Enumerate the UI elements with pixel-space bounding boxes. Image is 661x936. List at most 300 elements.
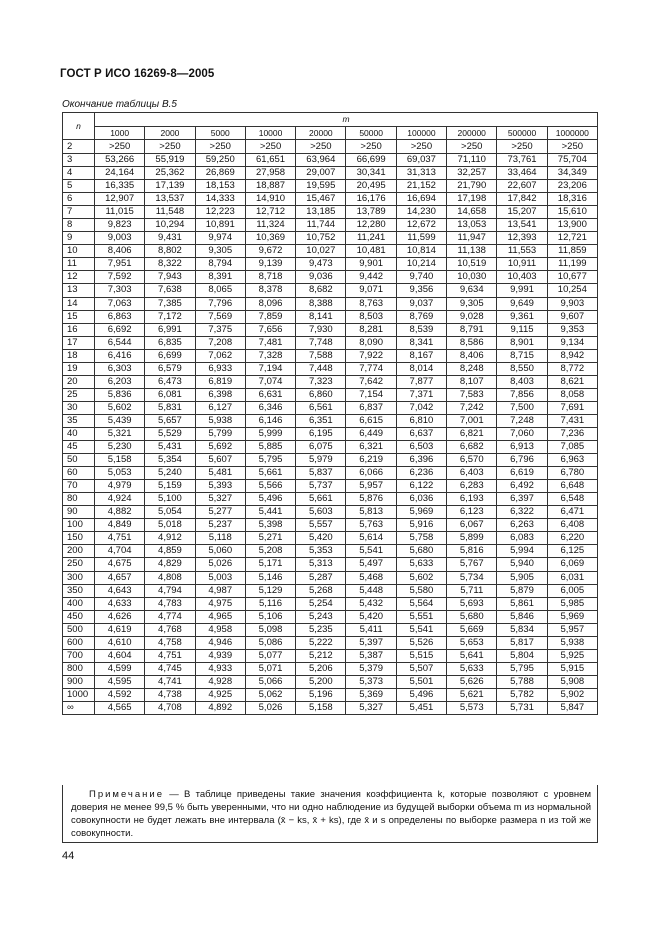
table-cell: 6,069 [547, 558, 597, 571]
table-cell: 5,795 [245, 454, 295, 467]
table-cell: 5,118 [195, 532, 245, 545]
table-cell: 6,220 [547, 532, 597, 545]
table-cell: 4,626 [95, 610, 145, 623]
table-cell: 6,303 [95, 362, 145, 375]
table-row [63, 219, 598, 232]
table-cell: 16,694 [396, 193, 446, 206]
table-cell: 5,816 [447, 545, 497, 558]
table-row [63, 310, 598, 323]
table-cell: 7,642 [346, 375, 396, 388]
table-cell: 8,014 [396, 362, 446, 375]
row-n-cell: 7 [63, 206, 95, 219]
row-n-cell: 35 [63, 414, 95, 427]
table-cell: 5,287 [296, 571, 346, 584]
table-cell: 4,741 [145, 675, 195, 688]
m-column-header: 200000 [447, 127, 497, 140]
table-cell: 6,648 [547, 480, 597, 493]
table-cell: 7,060 [497, 427, 547, 440]
table-cell: 5,468 [346, 571, 396, 584]
table-cell: 5,551 [396, 610, 446, 623]
row-n-cell: 8 [63, 219, 95, 232]
table-row [63, 467, 598, 480]
table-cell: 4,751 [95, 532, 145, 545]
row-n-cell: 200 [63, 545, 95, 558]
table-cell: 4,794 [145, 584, 195, 597]
table-cell: 7,323 [296, 375, 346, 388]
table-cell: 4,768 [145, 623, 195, 636]
table-cell: 6,123 [447, 506, 497, 519]
table-cell: 10,911 [497, 258, 547, 271]
table-cell: 5,106 [245, 610, 295, 623]
table-cell: 5,861 [497, 597, 547, 610]
row-n-cell: 25 [63, 388, 95, 401]
table-cell: 9,036 [296, 271, 346, 284]
table-cell: 6,796 [497, 454, 547, 467]
table-cell: 10,891 [195, 219, 245, 232]
table-cell: 5,817 [497, 636, 547, 649]
table-cell: 5,940 [497, 558, 547, 571]
table-cell: 5,327 [346, 701, 396, 714]
table-cell: 5,420 [346, 610, 396, 623]
table-cell: 10,027 [296, 245, 346, 258]
table-cell: 8,378 [245, 284, 295, 297]
table-cell: 4,849 [95, 519, 145, 532]
table-cell: 6,203 [95, 375, 145, 388]
table-row [63, 401, 598, 414]
table-cell: 4,933 [195, 662, 245, 675]
table-cell: 19,595 [296, 180, 346, 193]
table-cell: 7,583 [447, 388, 497, 401]
table-cell: 10,369 [245, 232, 295, 245]
table-row [63, 297, 598, 310]
table-cell: 4,924 [95, 493, 145, 506]
table-cell: 5,813 [346, 506, 396, 519]
table-cell: 10,403 [497, 271, 547, 284]
table-cell: 4,774 [145, 610, 195, 623]
table-cell: 5,237 [195, 519, 245, 532]
table-cell: 8,141 [296, 310, 346, 323]
table-cell: 5,397 [346, 636, 396, 649]
table-cell: 8,550 [497, 362, 547, 375]
table-cell: 5,243 [296, 610, 346, 623]
table-cell: 9,740 [396, 271, 446, 284]
row-n-cell: 17 [63, 336, 95, 349]
table-cell: 11,947 [447, 232, 497, 245]
table-cell: 5,432 [346, 597, 396, 610]
table-cell: 5,060 [195, 545, 245, 558]
table-cell: 8,281 [346, 323, 396, 336]
table-cell: 6,619 [497, 467, 547, 480]
table-row [63, 519, 598, 532]
table-row [63, 349, 598, 362]
table-cell: 5,938 [195, 414, 245, 427]
table-cell: 5,795 [497, 662, 547, 675]
table-cell: 30,341 [346, 167, 396, 180]
table-cell: 8,586 [447, 336, 497, 349]
table-cell: 6,236 [396, 467, 446, 480]
table-cell: 5,680 [447, 610, 497, 623]
table-cell: 4,975 [195, 597, 245, 610]
table-cell: 6,195 [296, 427, 346, 440]
table-row [63, 623, 598, 636]
m-column-header: 1000 [95, 127, 145, 140]
table-cell: 13,185 [296, 206, 346, 219]
table-caption: Окончание таблицы В.5 [62, 99, 177, 110]
table-cell: 4,599 [95, 662, 145, 675]
table-cell: 5,321 [95, 427, 145, 440]
table-cell: 5,200 [296, 675, 346, 688]
table-cell: 5,804 [497, 649, 547, 662]
table-cell: 4,751 [145, 649, 195, 662]
table-row [63, 545, 598, 558]
table-cell: 8,718 [245, 271, 295, 284]
table-cell: 11,553 [497, 245, 547, 258]
table-cell: 6,699 [145, 349, 195, 362]
table-row [63, 362, 598, 375]
table-cell: 5,603 [296, 506, 346, 519]
table-cell: 14,230 [396, 206, 446, 219]
table-cell: 6,637 [396, 427, 446, 440]
table-cell: 10,294 [145, 219, 195, 232]
table-row [63, 414, 598, 427]
table-cell: 7,638 [145, 284, 195, 297]
table-cell: 6,397 [497, 493, 547, 506]
table-cell: 4,758 [145, 636, 195, 649]
table-cell: 5,379 [346, 662, 396, 675]
table-cell: 9,991 [497, 284, 547, 297]
table-row [63, 140, 598, 154]
table-cell: 7,194 [245, 362, 295, 375]
table-cell: 5,327 [195, 493, 245, 506]
table-cell: 9,305 [195, 245, 245, 258]
row-n-cell: 4 [63, 167, 95, 180]
table-cell: 7,748 [296, 336, 346, 349]
table-cell: 7,448 [296, 362, 346, 375]
table-cell: 5,313 [296, 558, 346, 571]
row-n-cell: 15 [63, 310, 95, 323]
table-cell: 9,903 [547, 297, 597, 310]
table-cell: 11,324 [245, 219, 295, 232]
table-cell: 8,621 [547, 375, 597, 388]
table-row [63, 375, 598, 388]
table-cell: 4,939 [195, 649, 245, 662]
table-cell: 5,448 [346, 584, 396, 597]
table-cell: 34,349 [547, 167, 597, 180]
table-cell: 13,900 [547, 219, 597, 232]
table-cell: 5,541 [396, 623, 446, 636]
table-cell: 5,885 [245, 441, 295, 454]
table-cell: 4,928 [195, 675, 245, 688]
table-cell: 6,819 [195, 375, 245, 388]
table-cell: 9,028 [447, 310, 497, 323]
table-cell: 8,090 [346, 336, 396, 349]
table-cell: 10,481 [346, 245, 396, 258]
table-cell: 5,837 [296, 467, 346, 480]
table-body [63, 140, 598, 715]
table-cell: 4,657 [95, 571, 145, 584]
table-cell: 17,139 [145, 180, 195, 193]
row-n-cell: 10 [63, 245, 95, 258]
row-n-cell: 450 [63, 610, 95, 623]
table-cell: 5,235 [296, 623, 346, 636]
table-cell: 5,905 [497, 571, 547, 584]
table-cell: 7,248 [497, 414, 547, 427]
m-values-header-row [63, 127, 598, 140]
table-cell: 5,277 [195, 506, 245, 519]
table-cell: 5,763 [346, 519, 396, 532]
table-cell: 5,680 [396, 545, 446, 558]
table-cell: 6,692 [95, 323, 145, 336]
table-row [63, 584, 598, 597]
table-cell: 8,107 [447, 375, 497, 388]
table-cell: 5,876 [346, 493, 396, 506]
table-cell: 5,969 [547, 610, 597, 623]
table-cell: 4,704 [95, 545, 145, 558]
table-row [63, 649, 598, 662]
table-cell: 4,643 [95, 584, 145, 597]
table-cell: 5,212 [296, 649, 346, 662]
table-cell: 20,495 [346, 180, 396, 193]
row-n-cell: 2 [63, 140, 95, 154]
table-cell: 5,957 [547, 623, 597, 636]
table-cell: 7,588 [296, 349, 346, 362]
table-cell: 5,902 [547, 688, 597, 701]
row-n-cell: 13 [63, 284, 95, 297]
table-cell: 5,621 [447, 688, 497, 701]
table-cell: 22,607 [497, 180, 547, 193]
table-cell: 8,065 [195, 284, 245, 297]
table-cell: 5,799 [195, 427, 245, 440]
table-cell: 6,036 [396, 493, 446, 506]
table-cell: 6,682 [447, 441, 497, 454]
table-cell: 6,263 [497, 519, 547, 532]
table-cell: 5,985 [547, 597, 597, 610]
table-row [63, 454, 598, 467]
table-cell: 6,863 [95, 310, 145, 323]
table-cell: 6,810 [396, 414, 446, 427]
table-cell: 10,814 [396, 245, 446, 258]
table-cell: 7,691 [547, 401, 597, 414]
table-cell: 10,519 [447, 258, 497, 271]
table-cell: 5,633 [396, 558, 446, 571]
table-cell: 4,633 [95, 597, 145, 610]
table-cell: 8,682 [296, 284, 346, 297]
table-cell: 6,066 [346, 467, 396, 480]
row-n-cell: 100 [63, 519, 95, 532]
table-cell: 6,083 [497, 532, 547, 545]
table-cell: 7,930 [296, 323, 346, 336]
table-cell: 5,731 [497, 701, 547, 714]
table-cell: 9,071 [346, 284, 396, 297]
table-cell: 5,938 [547, 636, 597, 649]
table-cell: 7,236 [547, 427, 597, 440]
row-n-cell: ∞ [63, 701, 95, 714]
table-cell: 5,899 [447, 532, 497, 545]
m-column-header: 20000 [296, 127, 346, 140]
table-cell: 12,672 [396, 219, 446, 232]
table-cell: 4,912 [145, 532, 195, 545]
table-cell: 6,396 [396, 454, 446, 467]
table-cell: 7,943 [145, 271, 195, 284]
table-cell: 5,999 [245, 427, 295, 440]
table-cell: 12,280 [346, 219, 396, 232]
m-column-header: 1000000 [547, 127, 597, 140]
table-cell: 10,030 [447, 271, 497, 284]
table-cell: 4,619 [95, 623, 145, 636]
table-cell: 11,199 [547, 258, 597, 271]
table-cell: 7,951 [95, 258, 145, 271]
table-row [63, 558, 598, 571]
table-cell: 4,882 [95, 506, 145, 519]
table-cell: 8,794 [195, 258, 245, 271]
row-n-cell: 80 [63, 493, 95, 506]
table-cell: 5,566 [245, 480, 295, 493]
table-cell: 5,573 [447, 701, 497, 714]
table-cell: 4,925 [195, 688, 245, 701]
table-cell: 7,375 [195, 323, 245, 336]
table-cell: 5,353 [296, 545, 346, 558]
table-cell: 5,969 [396, 506, 446, 519]
table-cell: 7,242 [447, 401, 497, 414]
table-cell: >250 [95, 140, 145, 154]
m-column-header: 5000 [195, 127, 245, 140]
table-cell: 16,176 [346, 193, 396, 206]
row-n-cell: 5 [63, 180, 95, 193]
table-cell: 17,842 [497, 193, 547, 206]
table-cell: 8,769 [396, 310, 446, 323]
row-n-cell: 1000 [63, 688, 95, 701]
table-cell: 9,305 [447, 297, 497, 310]
table-cell: 11,599 [396, 232, 446, 245]
table-cell: 5,614 [346, 532, 396, 545]
table-cell: 11,744 [296, 219, 346, 232]
note-text: — В таблице приведены такие значения коэффициента k, которые позволяют с уровнем доверия не менее 99,5 % быть уверенными, что ни одно наблюдение из будущей выборки объема m из нормальной совокупности не будет лежать вне интервала (x̄ − ks, x̄ + ks), где x̄ и s определены по выборке размера n из той же совокупности. [71, 789, 591, 839]
row-n-cell: 150 [63, 532, 95, 545]
table-cell: 21,152 [396, 180, 446, 193]
note-label: Примечание [89, 789, 164, 800]
table-row [63, 180, 598, 193]
table-cell: 5,979 [296, 454, 346, 467]
row-n-cell: 600 [63, 636, 95, 649]
table-cell: 31,313 [396, 167, 446, 180]
row-n-cell: 45 [63, 441, 95, 454]
table-cell: 6,860 [296, 388, 346, 401]
table-cell: 6,283 [447, 480, 497, 493]
table-cell: 4,958 [195, 623, 245, 636]
table-cell: 5,831 [145, 401, 195, 414]
table-cell: 5,669 [447, 623, 497, 636]
table-row [63, 258, 598, 271]
table-cell: 9,473 [296, 258, 346, 271]
table-cell: 12,393 [497, 232, 547, 245]
table-cell: 6,570 [447, 454, 497, 467]
table-cell: 5,086 [245, 636, 295, 649]
table-cell: 6,548 [547, 493, 597, 506]
m-column-header: 10000 [245, 127, 295, 140]
table-cell: 9,607 [547, 310, 597, 323]
table-cell: >250 [396, 140, 446, 154]
table-cell: 5,657 [145, 414, 195, 427]
table-cell: 9,037 [396, 297, 446, 310]
table-cell: 9,901 [346, 258, 396, 271]
table-row [63, 232, 598, 245]
table-cell: 5,834 [497, 623, 547, 636]
table-cell: 7,001 [447, 414, 497, 427]
row-n-cell: 300 [63, 571, 95, 584]
table-cell: 9,139 [245, 258, 295, 271]
table-cell: >250 [346, 140, 396, 154]
table-row [63, 636, 598, 649]
table-cell: 5,602 [95, 401, 145, 414]
table-cell: 4,987 [195, 584, 245, 597]
table-row [63, 493, 598, 506]
table-row [63, 167, 598, 180]
table-cell: >250 [195, 140, 245, 154]
table-cell: 14,910 [245, 193, 295, 206]
table-cell: 5,159 [145, 480, 195, 493]
table-cell: 5,116 [245, 597, 295, 610]
row-n-cell: 250 [63, 558, 95, 571]
table-cell: 8,715 [497, 349, 547, 362]
m-column-header: 100000 [396, 127, 446, 140]
table-cell: 4,675 [95, 558, 145, 571]
table-row [63, 480, 598, 493]
table-cell: 7,303 [95, 284, 145, 297]
table-cell: 17,198 [447, 193, 497, 206]
table-cell: 5,557 [296, 519, 346, 532]
table-cell: 75,704 [547, 154, 597, 167]
table-cell: 9,823 [95, 219, 145, 232]
table-cell: 7,085 [547, 441, 597, 454]
table-cell: 7,922 [346, 349, 396, 362]
table-row [63, 506, 598, 519]
table-cell: 5,158 [296, 701, 346, 714]
table-cell: 5,146 [245, 571, 295, 584]
table-cell: 5,369 [346, 688, 396, 701]
table-cell: 7,774 [346, 362, 396, 375]
table-cell: 7,062 [195, 349, 245, 362]
table-cell: 25,362 [145, 167, 195, 180]
table-cell: 5,054 [145, 506, 195, 519]
table-cell: 18,153 [195, 180, 245, 193]
table-cell: 69,037 [396, 154, 446, 167]
table-cell: 4,610 [95, 636, 145, 649]
table-cell: 8,503 [346, 310, 396, 323]
table-cell: 4,565 [95, 701, 145, 714]
table-cell: 6,351 [296, 414, 346, 427]
table-row [63, 271, 598, 284]
table-cell: 63,964 [296, 154, 346, 167]
table-row [63, 688, 598, 701]
table-cell: 71,110 [447, 154, 497, 167]
table-cell: 10,752 [296, 232, 346, 245]
row-n-cell: 11 [63, 258, 95, 271]
table-cell: 6,780 [547, 467, 597, 480]
table-cell: 5,908 [547, 675, 597, 688]
table-cell: 6,321 [346, 441, 396, 454]
table-cell: 5,501 [396, 675, 446, 688]
table-cell: 4,979 [95, 480, 145, 493]
row-n-cell: 9 [63, 232, 95, 245]
table-cell: 10,677 [547, 271, 597, 284]
table-cell: 29,007 [296, 167, 346, 180]
row-n-cell: 700 [63, 649, 95, 662]
table-cell: 5,018 [145, 519, 195, 532]
table-cell: 16,335 [95, 180, 145, 193]
table-row [63, 701, 598, 714]
table-cell: 5,271 [245, 532, 295, 545]
row-n-cell: 500 [63, 623, 95, 636]
